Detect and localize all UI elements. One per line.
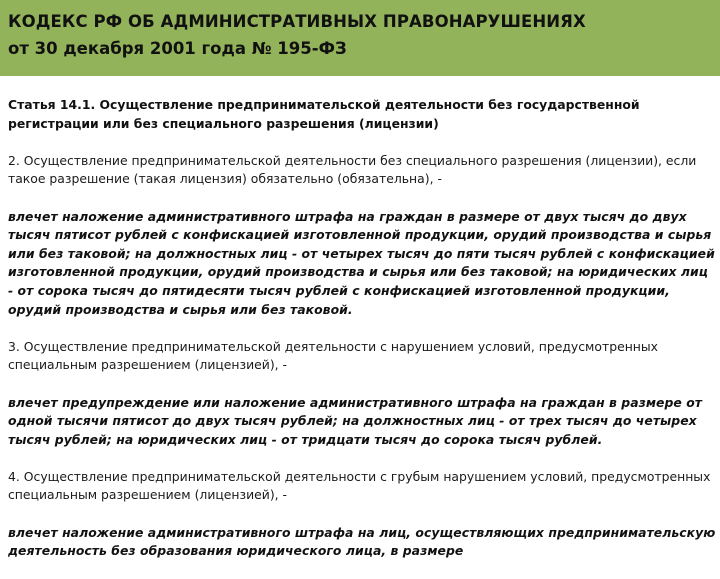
part-3-text: 3. Осуществление предпринимательской деятельности с нарушением условий, предусмотренных специальным разрешением (лицензией), - [8,338,659,373]
header-banner [0,0,720,76]
part-2-text: 2. Осуществление предпринимательской деятельности без специального разрешения (лицензии), если такое разрешение (такая лицензия) обязательно (обязательна), - [8,152,697,187]
article-title: Статья 14.1. Осуществление предпринимательской деятельности без государственной регистрации или без специального разрешения (лицензии) [8,97,640,131]
part-3-penalty: влечет предупреждение или наложение административного штрафа на граждан в размере от одной тысячи пятисот до двух тысяч рублей; на должностных лиц - от трех тысяч до четырех тысяч рублей; на юридических лиц - от тридцати тысяч до сорока тысяч рублей. [8,394,703,447]
article-body [8,96,716,579]
page-title: КОДЕКС РФ ОБ АДМИНИСТРАТИВНЫХ ПРАВОНАРУШЕНИЯХ [8,12,586,31]
part-4-penalty: влечет наложение административного штрафа на лиц, осуществляющих предпринимательскую деятельность без образования юридического лица, в размере [8,524,716,559]
part-2-penalty: влечет наложение административного штрафа на граждан в размере от двух тысяч до двух тысяч пятисот рублей с конфискацией изготовленной продукции, орудий производства и сырья или без таковой; на должностных лиц - от четырех тысяч до пяти тысяч рублей с конфискацией изготовленной продукции, орудий производства и сырья или без таковой; на юридических лиц - от сорока тысяч до пятидесяти тысяч рублей с конфискацией изготовленной продукции, орудий производства и сырья или без таковой. [8,208,715,317]
page-subtitle: от 30 декабря 2001 года № 195-ФЗ [8,39,347,58]
part-4-text: 4. Осуществление предпринимательской деятельности с грубым нарушением условий, предусмотренных специальным разрешением (лицензией), - [8,468,711,503]
